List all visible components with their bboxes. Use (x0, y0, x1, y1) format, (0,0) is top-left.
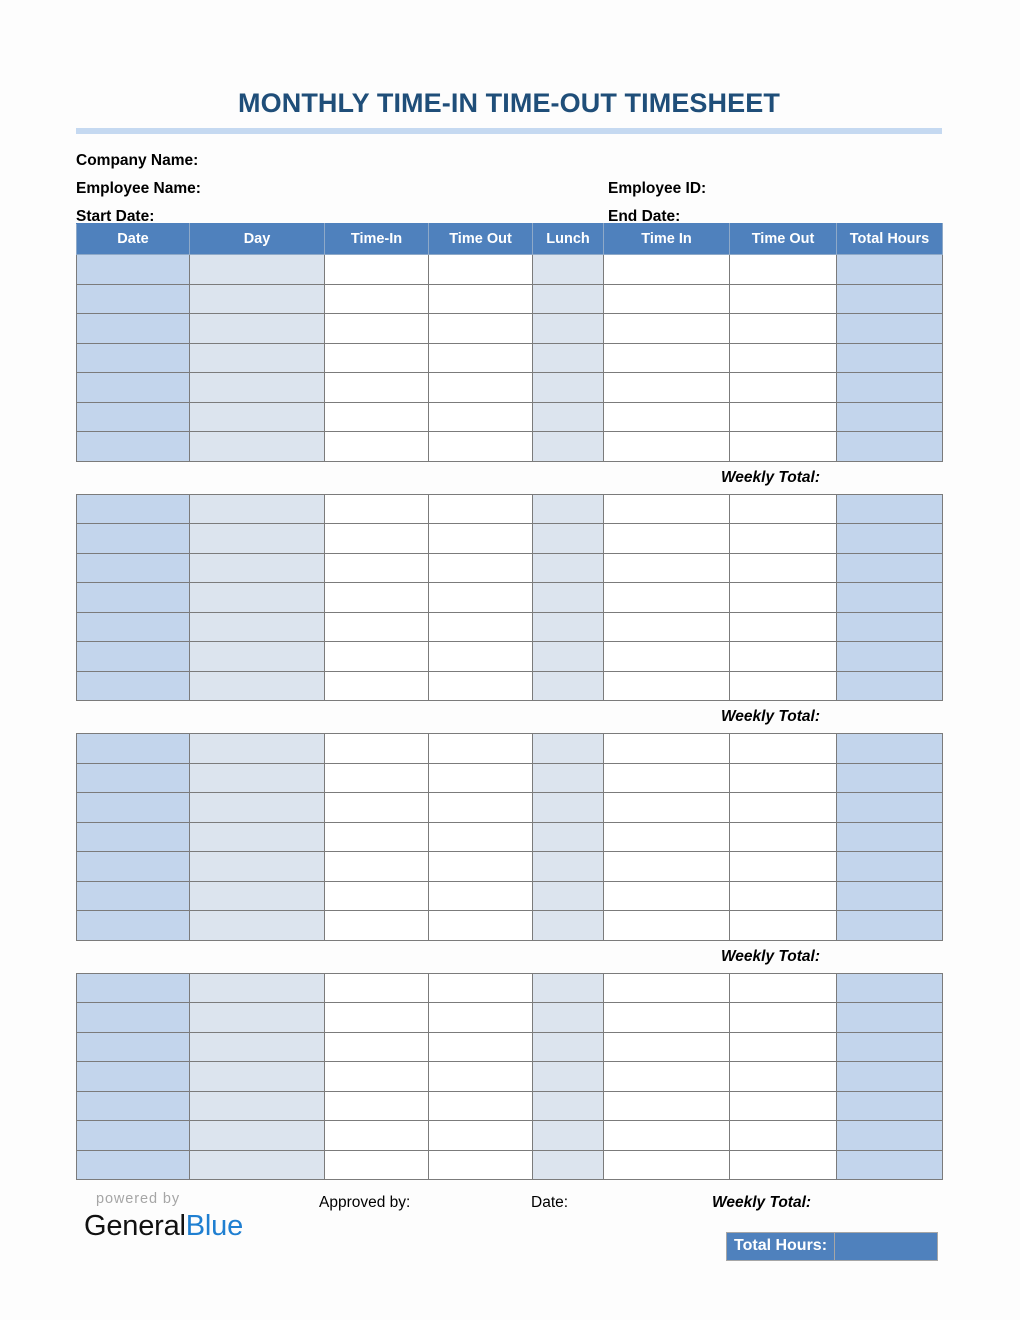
cell-out1[interactable] (429, 524, 533, 554)
cell-out1[interactable] (429, 494, 533, 524)
cell-date[interactable] (77, 1062, 190, 1092)
cell-out2[interactable] (730, 822, 837, 852)
cell-in2[interactable] (604, 763, 730, 793)
table-row (77, 1150, 943, 1180)
cell-out1[interactable] (429, 671, 533, 701)
cell-day[interactable] (190, 881, 325, 911)
cell-in2[interactable] (604, 734, 730, 764)
cell-in1[interactable] (325, 822, 429, 852)
cell-total[interactable] (837, 343, 943, 373)
cell-lunch[interactable] (533, 881, 604, 911)
table-row (77, 314, 943, 344)
end-date-label: End Date: (608, 208, 681, 226)
cell-in1[interactable] (325, 1062, 429, 1092)
cell-day[interactable] (190, 373, 325, 403)
cell-out1[interactable] (429, 284, 533, 314)
table-row (77, 1032, 943, 1062)
table-row (77, 763, 943, 793)
cell-lunch[interactable] (533, 1121, 604, 1151)
cell-total[interactable] (837, 1150, 943, 1180)
cell-total[interactable] (837, 671, 943, 701)
cell-out1[interactable] (429, 881, 533, 911)
cell-out1[interactable] (429, 255, 533, 285)
cell-out1[interactable] (429, 343, 533, 373)
cell-out2[interactable] (730, 1091, 837, 1121)
cell-out2[interactable] (730, 793, 837, 823)
cell-out2[interactable] (730, 1150, 837, 1180)
table-row (77, 822, 943, 852)
cell-in2[interactable] (604, 1121, 730, 1151)
cell-out2[interactable] (730, 881, 837, 911)
cell-date[interactable] (77, 343, 190, 373)
cell-total[interactable] (837, 642, 943, 672)
cell-total[interactable] (837, 1121, 943, 1151)
cell-date[interactable] (77, 432, 190, 462)
table-row (77, 642, 943, 672)
cell-total[interactable] (837, 852, 943, 882)
table-row (77, 343, 943, 373)
table-row (77, 671, 943, 701)
cell-out1[interactable] (429, 1032, 533, 1062)
cell-in1[interactable] (325, 255, 429, 285)
cell-out2[interactable] (730, 1032, 837, 1062)
table-row (77, 881, 943, 911)
cell-total[interactable] (837, 1091, 943, 1121)
table-row (77, 402, 943, 432)
cell-day[interactable] (190, 255, 325, 285)
page-title: MONTHLY TIME-IN TIME-OUT TIMESHEET (238, 88, 780, 118)
cell-out2[interactable] (730, 1062, 837, 1092)
table-row (77, 852, 943, 882)
cell-total[interactable] (837, 314, 943, 344)
meta-row-company (76, 147, 942, 175)
cell-lunch[interactable] (533, 1032, 604, 1062)
cell-date[interactable] (77, 494, 190, 524)
cell-in1[interactable] (325, 734, 429, 764)
footer-date-label: Date: (531, 1194, 569, 1212)
cell-out2[interactable] (730, 284, 837, 314)
column-header-day: Day (190, 224, 325, 255)
cell-in1[interactable] (325, 852, 429, 882)
cell-in1[interactable] (325, 524, 429, 554)
cell-lunch[interactable] (533, 852, 604, 882)
cell-in1[interactable] (325, 343, 429, 373)
cell-out2[interactable] (730, 494, 837, 524)
generalblue-logo (84, 1192, 304, 1242)
cell-lunch[interactable] (533, 1003, 604, 1033)
cell-total[interactable] (837, 881, 943, 911)
cell-lunch[interactable] (533, 373, 604, 403)
cell-date[interactable] (77, 822, 190, 852)
cell-day[interactable] (190, 793, 325, 823)
timesheet-table-block-3 (76, 733, 943, 941)
start-date-label: Start Date: (76, 208, 155, 226)
cell-day[interactable] (190, 314, 325, 344)
meta-row-dates (76, 203, 942, 231)
cell-in1[interactable] (325, 1150, 429, 1180)
cell-date[interactable] (77, 793, 190, 823)
cell-in2[interactable] (604, 911, 730, 941)
cell-out1[interactable] (429, 314, 533, 344)
table-row (77, 1121, 943, 1151)
cell-lunch[interactable] (533, 671, 604, 701)
cell-lunch[interactable] (533, 1062, 604, 1092)
cell-out1[interactable] (429, 1150, 533, 1180)
cell-lunch[interactable] (533, 642, 604, 672)
timesheet-table-block-1 (76, 223, 943, 462)
cell-date[interactable] (77, 671, 190, 701)
cell-date[interactable] (77, 553, 190, 583)
cell-total[interactable] (837, 255, 943, 285)
table-row (77, 284, 943, 314)
cell-date[interactable] (77, 402, 190, 432)
cell-out2[interactable] (730, 852, 837, 882)
cell-in2[interactable] (604, 1003, 730, 1033)
cell-in1[interactable] (325, 612, 429, 642)
cell-day[interactable] (190, 1091, 325, 1121)
cell-in2[interactable] (604, 432, 730, 462)
cell-in2[interactable] (604, 881, 730, 911)
cell-date[interactable] (77, 373, 190, 403)
table-row (77, 583, 943, 613)
cell-out1[interactable] (429, 642, 533, 672)
cell-out2[interactable] (730, 583, 837, 613)
timesheet-table-block-4 (76, 973, 943, 1181)
cell-out1[interactable] (429, 1062, 533, 1092)
cell-day[interactable] (190, 911, 325, 941)
cell-out1[interactable] (429, 583, 533, 613)
company-name-label: Company Name: (76, 152, 199, 170)
cell-out2[interactable] (730, 343, 837, 373)
cell-total[interactable] (837, 734, 943, 764)
cell-day[interactable] (190, 494, 325, 524)
table-row (77, 734, 943, 764)
cell-in1[interactable] (325, 973, 429, 1003)
cell-out2[interactable] (730, 612, 837, 642)
cell-in2[interactable] (604, 1150, 730, 1180)
cell-lunch[interactable] (533, 402, 604, 432)
cell-day[interactable] (190, 524, 325, 554)
cell-out2[interactable] (730, 911, 837, 941)
cell-in1[interactable] (325, 553, 429, 583)
cell-out2[interactable] (730, 432, 837, 462)
cell-out2[interactable] (730, 524, 837, 554)
cell-total[interactable] (837, 822, 943, 852)
weekly-total-label-block-3: Weekly Total: (720, 947, 820, 965)
cell-lunch[interactable] (533, 973, 604, 1003)
column-header-lunch: Lunch (533, 224, 604, 255)
cell-lunch[interactable] (533, 763, 604, 793)
cell-date[interactable] (77, 763, 190, 793)
cell-lunch[interactable] (533, 314, 604, 344)
cell-in1[interactable] (325, 642, 429, 672)
cell-total[interactable] (837, 1062, 943, 1092)
cell-date[interactable] (77, 1121, 190, 1151)
cell-out2[interactable] (730, 1121, 837, 1151)
cell-in1[interactable] (325, 583, 429, 613)
cell-lunch[interactable] (533, 1150, 604, 1180)
cell-date[interactable] (77, 284, 190, 314)
cell-lunch[interactable] (533, 734, 604, 764)
cell-in2[interactable] (604, 1062, 730, 1092)
cell-day[interactable] (190, 763, 325, 793)
cell-day[interactable] (190, 343, 325, 373)
cell-total[interactable] (837, 793, 943, 823)
table-row (77, 255, 943, 285)
table-row (77, 612, 943, 642)
cell-lunch[interactable] (533, 284, 604, 314)
cell-day[interactable] (190, 583, 325, 613)
cell-out2[interactable] (730, 402, 837, 432)
total-hours-box (726, 1232, 938, 1261)
table-row (77, 432, 943, 462)
cell-out1[interactable] (429, 402, 533, 432)
timesheet-blocks (76, 223, 942, 1180)
cell-out1[interactable] (429, 1091, 533, 1121)
cell-in2[interactable] (604, 852, 730, 882)
cell-out1[interactable] (429, 852, 533, 882)
cell-lunch[interactable] (533, 793, 604, 823)
cell-in2[interactable] (604, 612, 730, 642)
cell-in2[interactable] (604, 255, 730, 285)
cell-lunch[interactable] (533, 1091, 604, 1121)
cell-day[interactable] (190, 1062, 325, 1092)
column-header-out2: Time Out (730, 224, 837, 255)
cell-in2[interactable] (604, 671, 730, 701)
employee-id-label: Employee ID: (608, 180, 707, 198)
cell-date[interactable] (77, 734, 190, 764)
cell-date[interactable] (77, 642, 190, 672)
cell-total[interactable] (837, 524, 943, 554)
cell-in2[interactable] (604, 553, 730, 583)
cell-lunch[interactable] (533, 553, 604, 583)
cell-in2[interactable] (604, 642, 730, 672)
meta-fields (76, 147, 942, 226)
table-row (77, 553, 943, 583)
cell-in1[interactable] (325, 881, 429, 911)
cell-in2[interactable] (604, 314, 730, 344)
cell-out1[interactable] (429, 612, 533, 642)
cell-in2[interactable] (604, 284, 730, 314)
cell-date[interactable] (77, 612, 190, 642)
cell-total[interactable] (837, 494, 943, 524)
cell-in1[interactable] (325, 1003, 429, 1033)
cell-day[interactable] (190, 973, 325, 1003)
cell-out1[interactable] (429, 553, 533, 583)
cell-in1[interactable] (325, 763, 429, 793)
cell-lunch[interactable] (533, 255, 604, 285)
column-header-in1: Time-In (325, 224, 429, 255)
cell-total[interactable] (837, 612, 943, 642)
cell-in1[interactable] (325, 402, 429, 432)
timesheet-table-block-2 (76, 494, 943, 702)
cell-day[interactable] (190, 1121, 325, 1151)
cell-total[interactable] (837, 284, 943, 314)
cell-total[interactable] (837, 1032, 943, 1062)
cell-day[interactable] (190, 284, 325, 314)
cell-out2[interactable] (730, 734, 837, 764)
logo-general-text: General (84, 1209, 186, 1242)
cell-in2[interactable] (604, 822, 730, 852)
cell-total[interactable] (837, 583, 943, 613)
cell-total[interactable] (837, 373, 943, 403)
cell-date[interactable] (77, 1003, 190, 1033)
table-row (77, 524, 943, 554)
cell-lunch[interactable] (533, 612, 604, 642)
cell-day[interactable] (190, 1003, 325, 1033)
cell-out2[interactable] (730, 642, 837, 672)
cell-date[interactable] (77, 1091, 190, 1121)
table-row (77, 973, 943, 1003)
table-row (77, 373, 943, 403)
cell-total[interactable] (837, 553, 943, 583)
cell-lunch[interactable] (533, 911, 604, 941)
approved-by-label: Approved by: (319, 1194, 411, 1212)
cell-out1[interactable] (429, 432, 533, 462)
cell-out2[interactable] (730, 671, 837, 701)
cell-in2[interactable] (604, 343, 730, 373)
logo-wordmark (84, 1210, 304, 1242)
cell-lunch[interactable] (533, 822, 604, 852)
table-row (77, 1003, 943, 1033)
footer-weekly-total-label: Weekly Total: (712, 1194, 812, 1212)
cell-lunch[interactable] (533, 432, 604, 462)
cell-total[interactable] (837, 763, 943, 793)
cell-day[interactable] (190, 642, 325, 672)
cell-total[interactable] (837, 973, 943, 1003)
cell-lunch[interactable] (533, 524, 604, 554)
cell-day[interactable] (190, 553, 325, 583)
cell-date[interactable] (77, 524, 190, 554)
cell-in2[interactable] (604, 373, 730, 403)
cell-day[interactable] (190, 1032, 325, 1062)
table-row (77, 911, 943, 941)
logo-blue-text: Blue (185, 1209, 244, 1242)
cell-out2[interactable] (730, 1003, 837, 1033)
cell-in2[interactable] (604, 1091, 730, 1121)
cell-in2[interactable] (604, 402, 730, 432)
cell-lunch[interactable] (533, 583, 604, 613)
cell-in1[interactable] (325, 911, 429, 941)
cell-in2[interactable] (604, 583, 730, 613)
cell-in1[interactable] (325, 1091, 429, 1121)
cell-out1[interactable] (429, 373, 533, 403)
cell-in2[interactable] (604, 793, 730, 823)
cell-in2[interactable] (604, 494, 730, 524)
cell-in1[interactable] (325, 432, 429, 462)
page-footer (76, 1180, 942, 1276)
cell-in2[interactable] (604, 973, 730, 1003)
cell-in2[interactable] (604, 524, 730, 554)
meta-row-employee (76, 175, 942, 203)
cell-out1[interactable] (429, 763, 533, 793)
cell-in1[interactable] (325, 373, 429, 403)
cell-date[interactable] (77, 852, 190, 882)
column-header-out1: Time Out (429, 224, 533, 255)
weekly-total-label-block-1: Weekly Total: (720, 468, 820, 486)
cell-date[interactable] (77, 881, 190, 911)
cell-total[interactable] (837, 402, 943, 432)
column-header-in2: Time In (604, 224, 730, 255)
cell-day[interactable] (190, 852, 325, 882)
cell-total[interactable] (837, 1003, 943, 1033)
cell-out1[interactable] (429, 793, 533, 823)
cell-day[interactable] (190, 612, 325, 642)
cell-out1[interactable] (429, 911, 533, 941)
cell-out2[interactable] (730, 373, 837, 403)
table-row (77, 1091, 943, 1121)
cell-in1[interactable] (325, 494, 429, 524)
cell-out1[interactable] (429, 734, 533, 764)
cell-date[interactable] (77, 1032, 190, 1062)
cell-day[interactable] (190, 671, 325, 701)
cell-date[interactable] (77, 1150, 190, 1180)
cell-day[interactable] (190, 402, 325, 432)
employee-name-label: Employee Name: (76, 180, 201, 198)
cell-out2[interactable] (730, 553, 837, 583)
column-header-date: Date (77, 224, 190, 255)
cell-out1[interactable] (429, 1121, 533, 1151)
cell-date[interactable] (77, 911, 190, 941)
cell-in2[interactable] (604, 1032, 730, 1062)
cell-out2[interactable] (730, 314, 837, 344)
column-header-total: Total Hours (837, 224, 943, 255)
page-content (76, 0, 942, 1276)
cell-in1[interactable] (325, 671, 429, 701)
title-divider (76, 128, 942, 134)
weekly-total-label-block-2: Weekly Total: (720, 708, 820, 726)
cell-day[interactable] (190, 734, 325, 764)
cell-day[interactable] (190, 432, 325, 462)
total-hours-label: Total Hours: (727, 1233, 835, 1260)
table-row (77, 1062, 943, 1092)
cell-date[interactable] (77, 583, 190, 613)
cell-in1[interactable] (325, 284, 429, 314)
cell-out1[interactable] (429, 1003, 533, 1033)
cell-date[interactable] (77, 314, 190, 344)
cell-out1[interactable] (429, 973, 533, 1003)
table-row (77, 793, 943, 823)
cell-total[interactable] (837, 432, 943, 462)
cell-lunch[interactable] (533, 343, 604, 373)
cell-in1[interactable] (325, 1032, 429, 1062)
cell-day[interactable] (190, 1150, 325, 1180)
table-row (77, 494, 943, 524)
cell-in1[interactable] (325, 1121, 429, 1151)
cell-date[interactable] (77, 255, 190, 285)
cell-day[interactable] (190, 822, 325, 852)
cell-lunch[interactable] (533, 494, 604, 524)
cell-out2[interactable] (730, 763, 837, 793)
cell-out2[interactable] (730, 255, 837, 285)
powered-by-label: powered by (96, 1191, 180, 1208)
cell-date[interactable] (77, 973, 190, 1003)
cell-out1[interactable] (429, 822, 533, 852)
cell-total[interactable] (837, 911, 943, 941)
cell-in1[interactable] (325, 314, 429, 344)
cell-out2[interactable] (730, 973, 837, 1003)
cell-in1[interactable] (325, 793, 429, 823)
total-hours-value[interactable] (835, 1233, 937, 1260)
